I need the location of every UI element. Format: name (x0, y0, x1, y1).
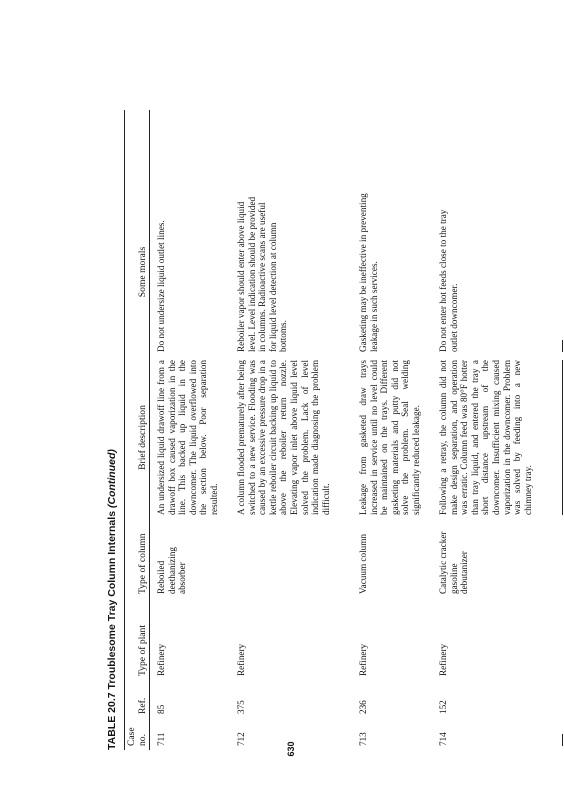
cell-morals: Do not enter hot feeds close to the tray outlet downcomer. (438, 209, 459, 352)
header-case-line2: no. (137, 734, 148, 746)
rotated-table (104, 110, 564, 750)
cell-case-no: 713 (358, 732, 368, 746)
cell-description: Following a retray, the column did not make design separation, and operation was erratic. Column feed was 80°F hotter than tray liquid, and entered the tray a short distance upstream of the downcomer. Insufficient mixing caused vaporization in the downcomer. Problem was solved by feeding into a new chimney tray. (438, 360, 533, 515)
cell-morals: Gasketing may be ineffective in preventing leakage in such services. (358, 193, 379, 352)
cell-plant: Refinery (358, 643, 368, 676)
edge-rule-mark (562, 360, 563, 515)
cell-morals: Do not undersize liquid outlet lines. (156, 220, 166, 352)
cell-case-no: 711 (156, 732, 166, 746)
cell-morals: Reboiler vapor should enter above liquid level. Level indication should be provided in columns. Radioactive scans are useful for liquid level detection at column bottoms. (236, 196, 289, 352)
table-row (438, 110, 548, 750)
cell-column: Vacuum column (358, 534, 368, 594)
page-number: 630 (286, 741, 296, 757)
cell-ref: 236 (358, 700, 368, 714)
cell-column: Catalytic cracker gasoline debutanizer (438, 531, 470, 594)
table-caption-title: TABLE 20.7 Troublesome Tray Column Internals (106, 510, 118, 750)
cell-case-no: 712 (236, 732, 246, 746)
cell-plant: Refinery (438, 643, 448, 676)
table-row (358, 110, 432, 750)
table-row (236, 110, 348, 750)
cell-column: Reboiled deethanizing absorber (156, 547, 188, 594)
cell-plant: Refinery (156, 643, 166, 676)
header-top-rule (124, 110, 125, 750)
cell-ref: 85 (156, 704, 166, 714)
header-morals: Some morals (137, 246, 148, 298)
header-column: Type of column (137, 533, 148, 594)
table-row (156, 110, 228, 750)
header-case-line1: Case (126, 727, 137, 746)
cell-description: An undersized liquid drawoff line from a drawoff box caused vaporization in the line. This backed up liquid in the downcomer. The liquid overflowed into the section below. Poor separation resulted. (156, 360, 219, 515)
cell-plant: Refinery (236, 643, 246, 676)
header-bottom-rule (149, 110, 150, 750)
cell-ref: 152 (438, 700, 448, 714)
header-ref: Ref. (137, 697, 148, 714)
edge-rule-mark (562, 734, 563, 746)
table-caption-continued: (Continued) (106, 449, 118, 509)
cell-description: A column flooded prematurely after being switched to a new service. Flooding was caused by an excessive pressure drop in a kettle reboiler circuit backing up liquid to above the reboiler return nozzle. Elevating vapor inlet above liquid level solved the problem. Lack of level indication made diagnosing the problem difficult. (236, 360, 331, 515)
header-plant: Type of plant (137, 624, 148, 676)
edge-rule-mark (562, 340, 563, 352)
header-case-no (126, 720, 148, 746)
cell-ref: 375 (236, 700, 246, 714)
cell-case-no: 714 (438, 732, 448, 746)
cell-description: Leakage from gasketed draw trays increased in service until no level could be maintained on the trays. Different gasketing materials and putty did not solve the problem. Seal welding significantly reduced leakage. (358, 360, 421, 515)
header-description: Brief description (137, 405, 148, 470)
table-caption (104, 449, 120, 750)
